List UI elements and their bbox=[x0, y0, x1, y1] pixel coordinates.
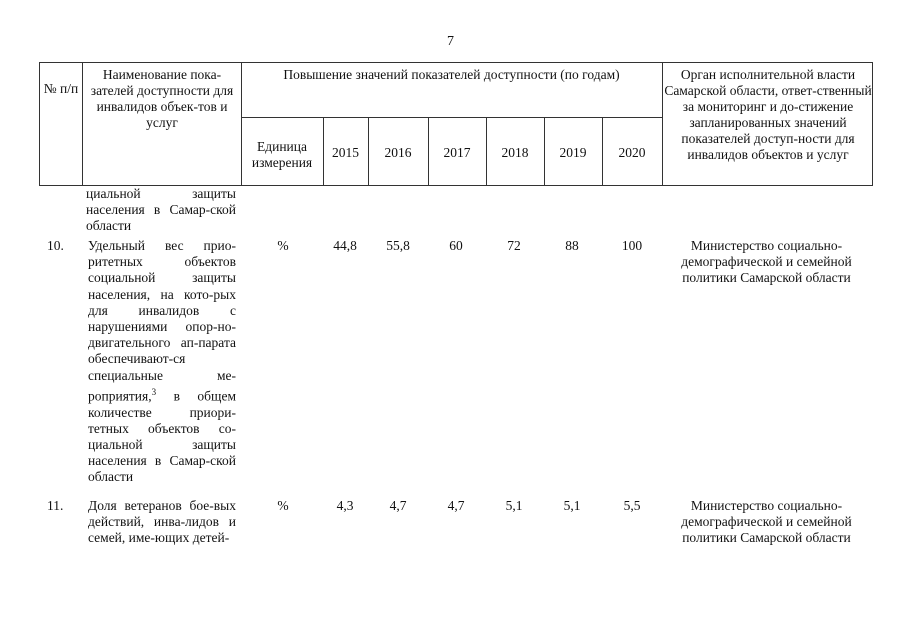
divider bbox=[241, 117, 662, 118]
header-num: № п/п bbox=[43, 81, 79, 96]
value-2018: 5,1 bbox=[505, 498, 523, 513]
divider bbox=[662, 63, 663, 185]
header-unit: Единица измерения bbox=[251, 139, 313, 170]
value-2017: 60 bbox=[449, 238, 463, 253]
header-year-2020: 2020 bbox=[618, 145, 646, 160]
responsible-organ: Министерство социально-демографической и семейной политики Самарской области bbox=[681, 498, 852, 546]
row-number: 11. bbox=[47, 498, 64, 513]
header-year-2016: 2016 bbox=[384, 145, 412, 160]
header-year-2018: 2018 bbox=[501, 145, 529, 160]
value-2019: 88 bbox=[565, 238, 579, 253]
value-2020: 5,5 bbox=[623, 498, 641, 513]
indicator-name: Доля ветеранов бое-вых действий, инва-лидов и семей, име-ющих детей- bbox=[88, 498, 236, 546]
unit: % bbox=[277, 498, 289, 513]
row-number: 10. bbox=[47, 238, 64, 253]
header-year-2019: 2019 bbox=[559, 145, 587, 160]
header-year-2017: 2017 bbox=[443, 145, 471, 160]
value-2017: 4,7 bbox=[447, 498, 465, 513]
value-2020: 100 bbox=[621, 238, 643, 253]
footnote-ref: 3 bbox=[151, 386, 157, 397]
header-year-2015: 2015 bbox=[332, 145, 359, 160]
value-2018: 72 bbox=[507, 238, 521, 253]
indicator-name: Удельный вес прио-ритетных объектов социальной защиты населения, на кото-рых для инвалидов с нарушениями опор-но-двигательного ап-парата обеспечивают-ся специальные ме-роприятия,$^3$ в общем количестве приори-тетных объектов со-циальной защиты населения в Самар-ской области bbox=[88, 238, 236, 485]
page-number: 7 bbox=[447, 34, 454, 49]
unit: % bbox=[277, 238, 289, 253]
table-header bbox=[39, 62, 873, 186]
responsible-organ: Министерство социально-демографической и семейной политики Самарской области bbox=[681, 238, 852, 286]
value-2016: 4,7 bbox=[389, 498, 407, 513]
value-2019: 5,1 bbox=[563, 498, 581, 513]
divider bbox=[82, 63, 83, 185]
header-organ: Орган исполнительной власти Самарской области, ответ-ственный за мониторинг и до-стижение запланированных значений показателей доступ-ности для инвалидов объектов и услуг bbox=[664, 67, 872, 162]
value-2015: 4,3 bbox=[336, 498, 354, 513]
value-2016: 55,8 bbox=[386, 238, 410, 253]
header-increase: Повышение значений показателей доступности (по годам) bbox=[283, 67, 620, 82]
continued-indicator-text: циальной защиты населения в Самар-ской области bbox=[86, 186, 236, 234]
value-2015: 44,8 bbox=[333, 238, 357, 253]
header-name: Наименование пока-зателей доступности для инвалидов объек-тов и услуг bbox=[90, 67, 234, 130]
